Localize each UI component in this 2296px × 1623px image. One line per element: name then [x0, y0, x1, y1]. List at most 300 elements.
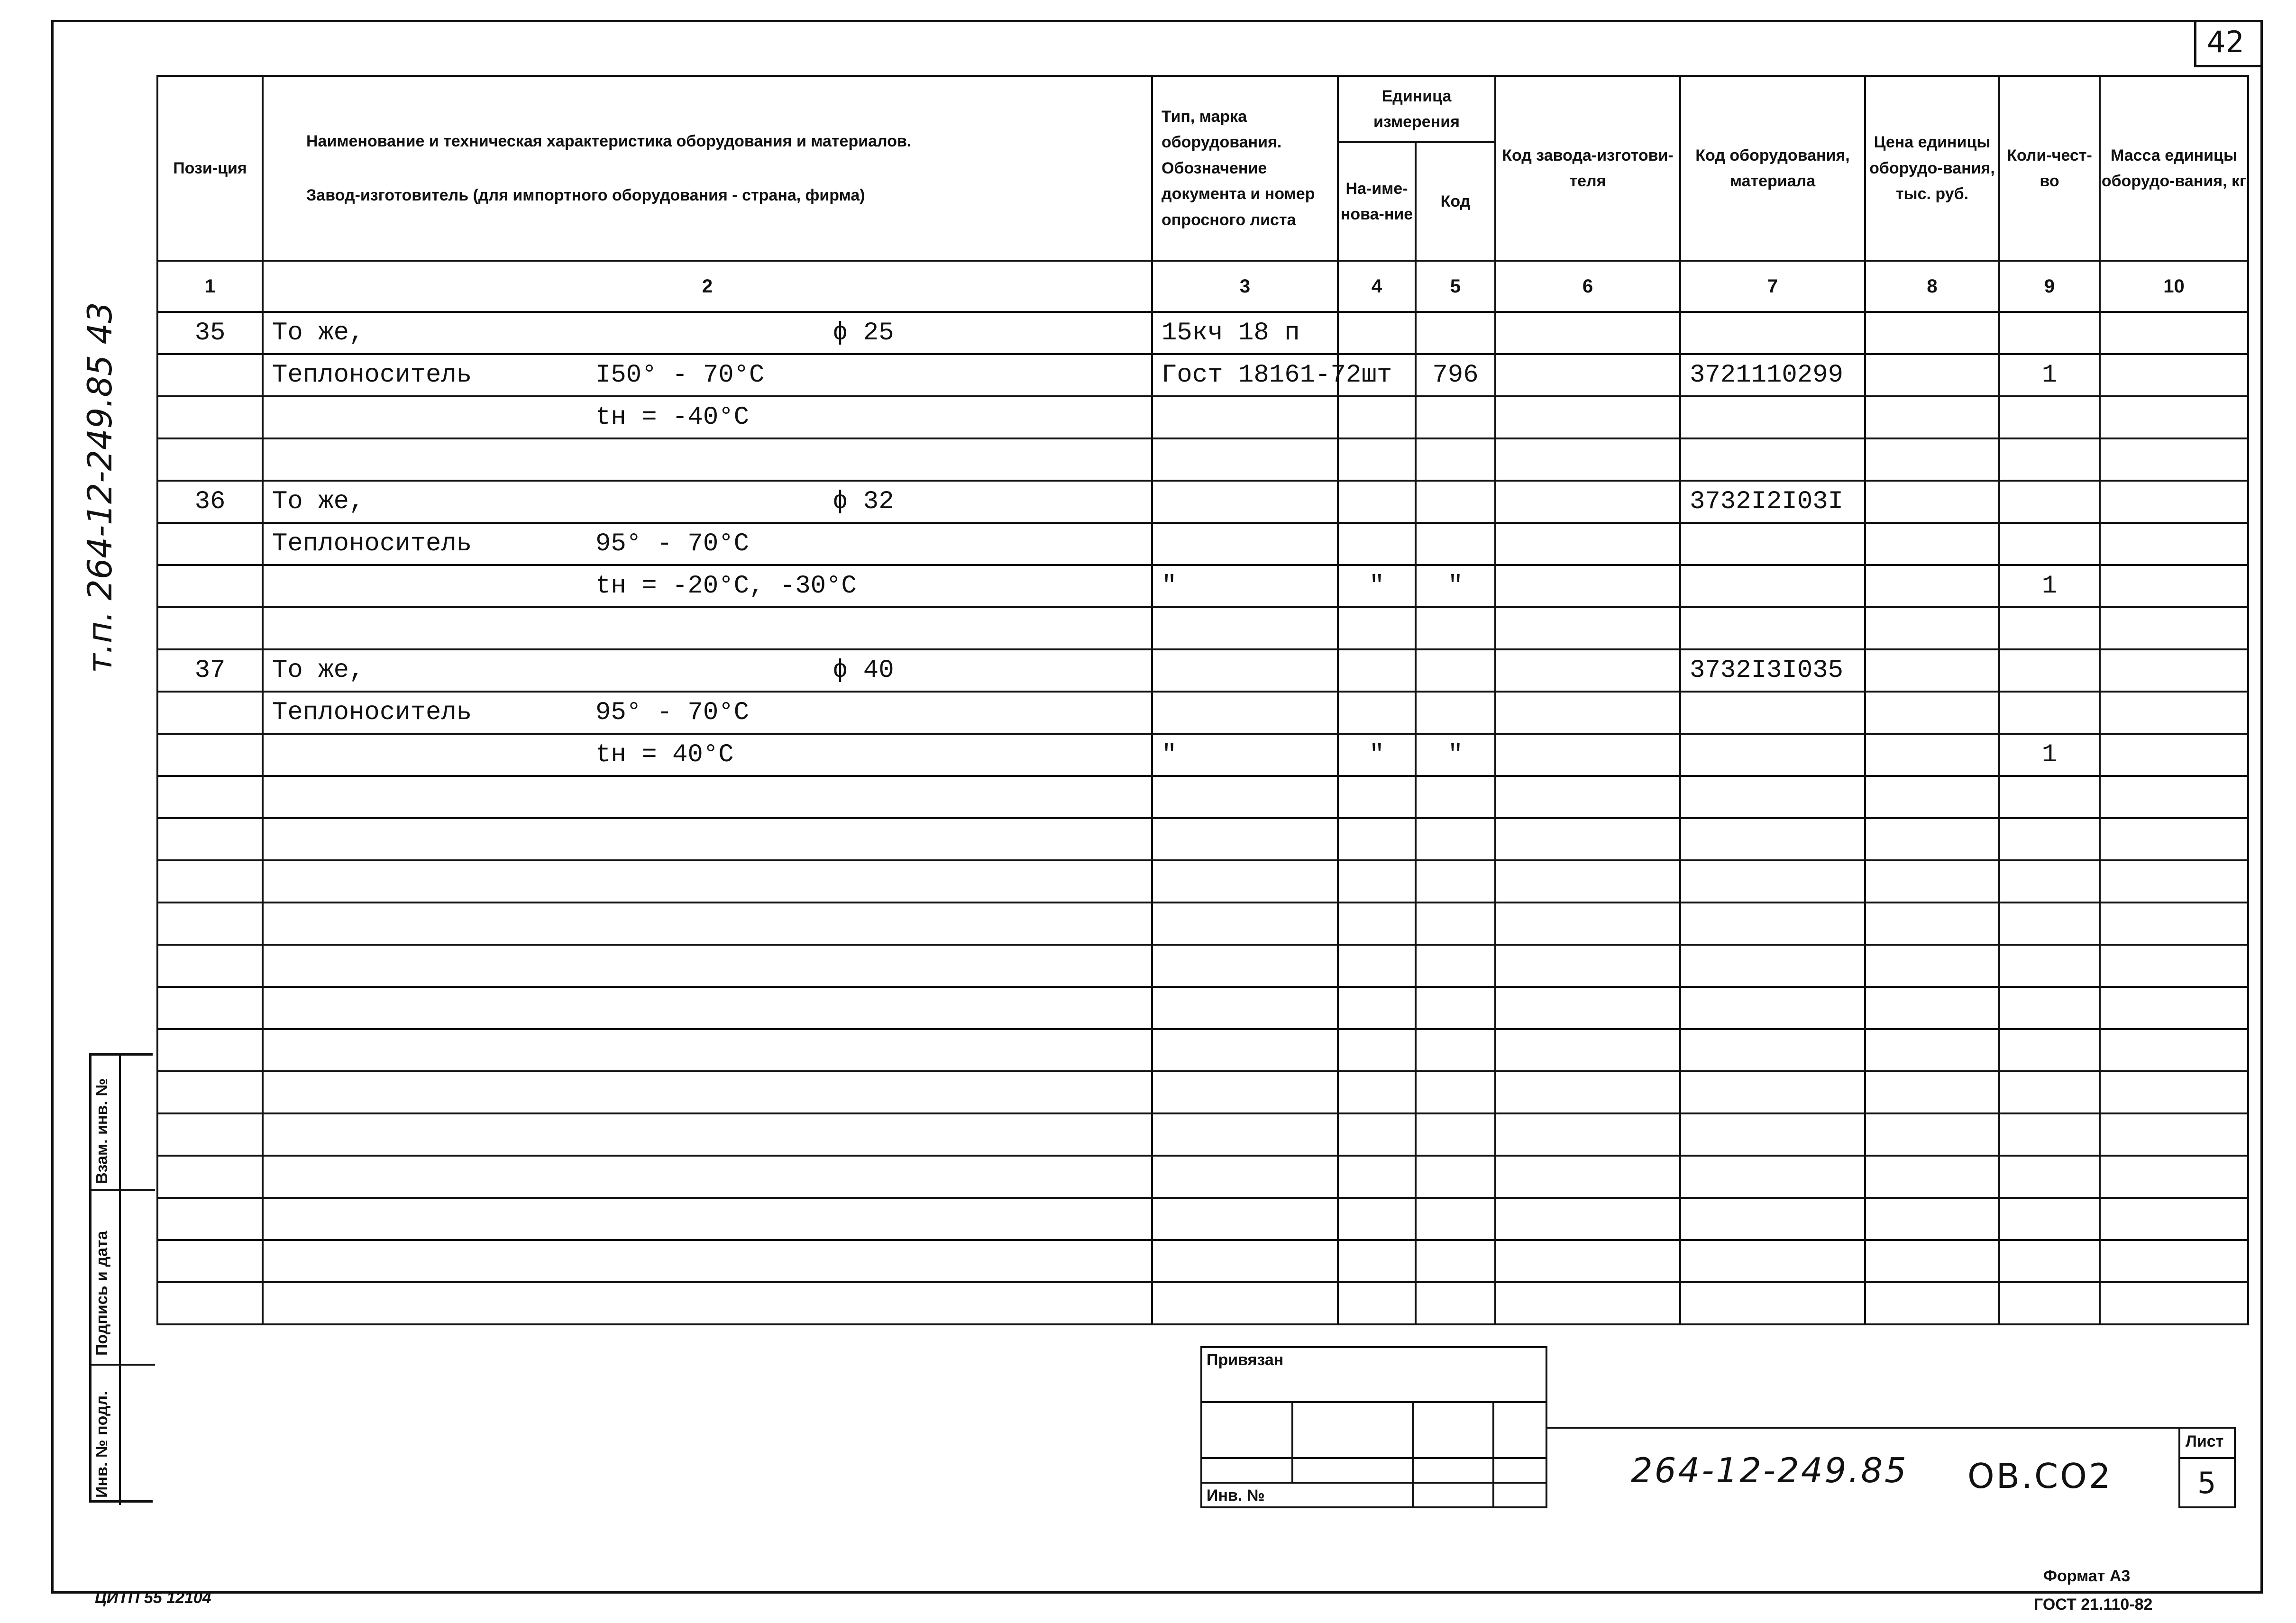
cell-type: " [1152, 565, 1338, 607]
cell-factory-code [1495, 607, 1680, 649]
cell-material-code [1680, 945, 1865, 987]
cell-position [157, 734, 263, 776]
cell-position [157, 1198, 263, 1240]
cell-type [1152, 692, 1338, 734]
table-row [157, 481, 2248, 523]
cell-price [1865, 481, 1999, 523]
table-row [157, 818, 2248, 860]
stamp-privyazan-label: Привязан [1207, 1351, 1284, 1369]
cell-quantity [1999, 396, 2100, 438]
col-number: 4 [1338, 261, 1416, 312]
side-stamp: т.п. 264-12-249.85 43 [81, 302, 119, 673]
cell-unit-name [1338, 776, 1416, 818]
cell-mass [2100, 1071, 2248, 1113]
cell-name [263, 523, 1152, 565]
cell-unit-name [1338, 987, 1416, 1029]
cell-mass [2100, 481, 2248, 523]
cell-name [263, 1240, 1152, 1282]
cell-position [157, 354, 263, 396]
cell-position: 37 [157, 649, 263, 692]
table-row [157, 776, 2248, 818]
cell-unit-code [1416, 1240, 1495, 1282]
table-row [157, 987, 2248, 1029]
cell-factory-code [1495, 649, 1680, 692]
cell-factory-code [1495, 481, 1680, 523]
cell-quantity: 1 [1999, 734, 2100, 776]
table-row [157, 1071, 2248, 1113]
name-dia: ϕ 32 [832, 487, 894, 516]
list-number: 5 [2197, 1466, 2216, 1500]
cell-unit-code: 796 [1416, 354, 1495, 396]
table-row [157, 438, 2248, 481]
cell-name [263, 903, 1152, 945]
cell-unit-name [1338, 438, 1416, 481]
cell-name [263, 1113, 1152, 1156]
name-tn: tн = -40°С [595, 403, 750, 432]
cell-type [1152, 945, 1338, 987]
cell-factory-code [1495, 565, 1680, 607]
cell-unit-name [1338, 1113, 1416, 1156]
cell-mass [2100, 1198, 2248, 1240]
cell-material-code [1680, 523, 1865, 565]
inv-podl-label: Инв. № подл. [93, 1391, 111, 1498]
footer-gost: ГОСТ 21.110-82 [2034, 1596, 2153, 1614]
cell-factory-code [1495, 1198, 1680, 1240]
cell-unit-code [1416, 1029, 1495, 1071]
cell-unit-name [1338, 1071, 1416, 1113]
cell-material-code [1680, 1282, 1865, 1324]
cell-factory-code [1495, 945, 1680, 987]
cell-position [157, 607, 263, 649]
header-mass: Масса единицы оборудо-вания, кг [2100, 76, 2248, 261]
cell-unit-name [1338, 818, 1416, 860]
cell-name [263, 818, 1152, 860]
cell-position [157, 692, 263, 734]
vzam-inv-label: Взам. инв. № [93, 1078, 111, 1184]
cell-material-code [1680, 1113, 1865, 1156]
cell-quantity: 1 [1999, 354, 2100, 396]
name-dia: ϕ 25 [832, 319, 894, 347]
cell-mass [2100, 692, 2248, 734]
name-tn: tн = -20°С, -30°С [595, 572, 857, 601]
cell-quantity [1999, 1071, 2100, 1113]
cell-name [263, 734, 1152, 776]
header-row-1 [157, 76, 2248, 142]
cell-type [1152, 1240, 1338, 1282]
table-row [157, 945, 2248, 987]
cell-position [157, 1113, 263, 1156]
specification-table [156, 75, 2249, 1325]
cell-material-code: 3732I2I03I [1680, 481, 1865, 523]
cell-factory-code [1495, 523, 1680, 565]
cell-position [157, 1240, 263, 1282]
cell-unit-code [1416, 903, 1495, 945]
cell-position [157, 903, 263, 945]
table-row [157, 1113, 2248, 1156]
cell-mass [2100, 523, 2248, 565]
cell-position [157, 1282, 263, 1324]
cell-type [1152, 987, 1338, 1029]
cell-position [157, 818, 263, 860]
cell-material-code [1680, 734, 1865, 776]
cell-type [1152, 1198, 1338, 1240]
cell-mass [2100, 1282, 2248, 1324]
cell-price [1865, 649, 1999, 692]
cell-price [1865, 692, 1999, 734]
cell-price [1865, 1156, 1999, 1198]
cell-name [263, 987, 1152, 1029]
cell-unit-code [1416, 312, 1495, 354]
cell-mass [2100, 438, 2248, 481]
cell-material-code [1680, 1029, 1865, 1071]
cell-name [263, 312, 1152, 354]
cell-mass [2100, 734, 2248, 776]
table-row [157, 1029, 2248, 1071]
cell-factory-code [1495, 987, 1680, 1029]
cell-price [1865, 987, 1999, 1029]
cell-type [1152, 818, 1338, 860]
table-row [157, 1240, 2248, 1282]
table-row [157, 523, 2248, 565]
cell-unit-name [1338, 692, 1416, 734]
cell-factory-code [1495, 1240, 1680, 1282]
cell-position [157, 776, 263, 818]
cell-mass [2100, 1240, 2248, 1282]
cell-type [1152, 607, 1338, 649]
cell-material-code [1680, 1240, 1865, 1282]
cell-price [1865, 607, 1999, 649]
cell-name [263, 481, 1152, 523]
col-number: 10 [2100, 261, 2248, 312]
cell-mass [2100, 312, 2248, 354]
table-row [157, 565, 2248, 607]
cell-factory-code [1495, 312, 1680, 354]
table-row [157, 607, 2248, 649]
cell-quantity [1999, 1240, 2100, 1282]
cell-type [1152, 1071, 1338, 1113]
cell-price [1865, 776, 1999, 818]
cell-price [1865, 1071, 1999, 1113]
cell-factory-code [1495, 1113, 1680, 1156]
name-tn: tн = 40°С [595, 740, 734, 769]
cell-price [1865, 734, 1999, 776]
cell-unit-name [1338, 903, 1416, 945]
cell-name [263, 1156, 1152, 1198]
table-row [157, 1198, 2248, 1240]
cell-price [1865, 1198, 1999, 1240]
list-label: Лист [2186, 1432, 2224, 1450]
cell-name [263, 945, 1152, 987]
cell-unit-code [1416, 818, 1495, 860]
cell-type [1152, 1156, 1338, 1198]
stamp-inv-label: Инв. № [1207, 1486, 1265, 1504]
cell-factory-code [1495, 438, 1680, 481]
cell-position [157, 860, 263, 903]
cell-quantity [1999, 903, 2100, 945]
name-name: То же, [272, 319, 365, 347]
cell-mass [2100, 903, 2248, 945]
header-factory-code: Код завода-изготови-теля [1495, 76, 1680, 261]
cell-price [1865, 1029, 1999, 1071]
cell-price [1865, 438, 1999, 481]
cell-unit-code [1416, 1156, 1495, 1198]
cell-factory-code [1495, 692, 1680, 734]
cell-unit-code [1416, 438, 1495, 481]
name-dia: ϕ 40 [832, 656, 894, 685]
cell-factory-code [1495, 1071, 1680, 1113]
cell-unit-code [1416, 481, 1495, 523]
column-number-row [157, 261, 2248, 312]
cell-quantity [1999, 1198, 2100, 1240]
cell-material-code [1680, 1071, 1865, 1113]
name-name: Теплоноситель [272, 361, 472, 390]
cell-factory-code [1495, 860, 1680, 903]
col-number: 3 [1152, 261, 1338, 312]
cell-position: 36 [157, 481, 263, 523]
cell-mass [2100, 1029, 2248, 1071]
cell-material-code: 3732I3I035 [1680, 649, 1865, 692]
table-row [157, 649, 2248, 692]
cell-factory-code [1495, 734, 1680, 776]
cell-unit-code [1416, 1113, 1495, 1156]
col-number: 6 [1495, 261, 1680, 312]
cell-position [157, 396, 263, 438]
cell-mass [2100, 1156, 2248, 1198]
cell-name [263, 1071, 1152, 1113]
cell-mass [2100, 396, 2248, 438]
cell-material-code [1680, 438, 1865, 481]
col-number: 8 [1865, 261, 1999, 312]
header-name [263, 76, 1152, 261]
table-row [157, 396, 2248, 438]
cell-unit-code [1416, 776, 1495, 818]
cell-position [157, 1071, 263, 1113]
cell-price [1865, 945, 1999, 987]
cell-name [263, 1282, 1152, 1324]
cell-price [1865, 565, 1999, 607]
cell-unit-code [1416, 692, 1495, 734]
cell-quantity [1999, 1156, 2100, 1198]
cell-quantity [1999, 860, 2100, 903]
table-row [157, 734, 2248, 776]
cell-quantity [1999, 481, 2100, 523]
cell-mass [2100, 565, 2248, 607]
cell-quantity [1999, 1029, 2100, 1071]
table-row [157, 1156, 2248, 1198]
cell-position [157, 438, 263, 481]
cell-mass [2100, 649, 2248, 692]
cell-price [1865, 396, 1999, 438]
cell-factory-code [1495, 776, 1680, 818]
cell-name [263, 692, 1152, 734]
cell-unit-code [1416, 945, 1495, 987]
col-number: 1 [157, 261, 263, 312]
cell-name [263, 1198, 1152, 1240]
cell-unit-code [1416, 1198, 1495, 1240]
header-name-line1: Наименование и техническая характеристика оборудования и материалов. [306, 132, 912, 150]
cell-unit-name [1338, 1282, 1416, 1324]
cell-unit-name [1338, 1029, 1416, 1071]
cell-factory-code [1495, 903, 1680, 945]
cell-name [263, 607, 1152, 649]
cell-price [1865, 1113, 1999, 1156]
table-row [157, 1282, 2248, 1324]
cell-factory-code [1495, 1282, 1680, 1324]
header-type: Тип, марка оборудования. Обозначение документа и номер опросного листа [1152, 76, 1338, 261]
header-price: Цена единицы оборудо-вания, тыс. руб. [1865, 76, 1999, 261]
cell-material-code [1680, 607, 1865, 649]
cell-unit-name [1338, 860, 1416, 903]
cell-position [157, 565, 263, 607]
cell-mass [2100, 860, 2248, 903]
cell-quantity [1999, 692, 2100, 734]
cell-unit-name [1338, 945, 1416, 987]
cell-position [157, 523, 263, 565]
cell-unit-code [1416, 1071, 1495, 1113]
cell-factory-code [1495, 1029, 1680, 1071]
name-name: То же, [272, 487, 365, 516]
cell-unit-name [1338, 1198, 1416, 1240]
cell-quantity: 1 [1999, 565, 2100, 607]
cell-name [263, 860, 1152, 903]
cell-unit-code [1416, 523, 1495, 565]
doc-mark: ОВ.СО2 [1967, 1456, 2113, 1496]
cell-type [1152, 523, 1338, 565]
col-number: 7 [1680, 261, 1865, 312]
name-name: То же, [272, 656, 365, 685]
name-name: Теплоноситель [272, 698, 472, 727]
cell-price [1865, 1282, 1999, 1324]
cell-price [1865, 818, 1999, 860]
cell-material-code [1680, 396, 1865, 438]
name-temp: I50° - 70°С [595, 361, 765, 390]
cell-type [1152, 1282, 1338, 1324]
cell-unit-name [1338, 1156, 1416, 1198]
podpis-data-label: Подпись и дата [93, 1231, 111, 1356]
cell-type: " [1152, 734, 1338, 776]
cell-mass [2100, 987, 2248, 1029]
cell-type [1152, 860, 1338, 903]
header-name-line2: Завод-изготовитель (для импортного оборудования - страна, фирма) [306, 186, 865, 204]
cell-name [263, 438, 1152, 481]
cell-quantity [1999, 818, 2100, 860]
cell-price [1865, 1240, 1999, 1282]
name-temp: 95° - 70°С [595, 529, 750, 558]
cell-quantity [1999, 776, 2100, 818]
cell-mass [2100, 607, 2248, 649]
cell-quantity [1999, 523, 2100, 565]
cell-quantity [1999, 1113, 2100, 1156]
col-number: 9 [1999, 261, 2100, 312]
cell-price [1865, 523, 1999, 565]
cell-type [1152, 903, 1338, 945]
cell-quantity [1999, 312, 2100, 354]
cell-price [1865, 860, 1999, 903]
cell-material-code [1680, 692, 1865, 734]
cell-material-code [1680, 1156, 1865, 1198]
table-row [157, 312, 2248, 354]
cell-type: 15кч 18 п [1152, 312, 1338, 354]
table-body [157, 312, 2248, 1324]
cell-name [263, 396, 1152, 438]
cell-unit-name [1338, 523, 1416, 565]
cell-material-code [1680, 818, 1865, 860]
cell-quantity [1999, 945, 2100, 987]
cell-type [1152, 649, 1338, 692]
header-unit-code: Код [1416, 142, 1495, 261]
cell-type [1152, 481, 1338, 523]
cell-material-code [1680, 1198, 1865, 1240]
cell-unit-code [1416, 1282, 1495, 1324]
cell-unit-name [1338, 607, 1416, 649]
cell-name [263, 776, 1152, 818]
cell-type [1152, 1029, 1338, 1071]
cell-unit-code [1416, 649, 1495, 692]
cell-name [263, 1029, 1152, 1071]
table-row [157, 860, 2248, 903]
cell-type [1152, 1113, 1338, 1156]
cell-mass [2100, 818, 2248, 860]
header-material-code: Код оборудования, материала [1680, 76, 1865, 261]
stamp-block [1200, 1346, 1547, 1508]
cell-unit-code [1416, 396, 1495, 438]
cell-quantity [1999, 1282, 2100, 1324]
cell-factory-code [1495, 396, 1680, 438]
name-temp: 95° - 70°С [595, 698, 750, 727]
cell-price [1865, 312, 1999, 354]
footer-format: Формат А3 [2043, 1567, 2131, 1585]
cell-position: 35 [157, 312, 263, 354]
cell-material-code [1680, 903, 1865, 945]
cell-material-code: 3721110299 [1680, 354, 1865, 396]
cell-mass [2100, 354, 2248, 396]
cell-quantity [1999, 987, 2100, 1029]
cell-unit-name [1338, 481, 1416, 523]
table-row [157, 903, 2248, 945]
cell-factory-code [1495, 354, 1680, 396]
header-quantity: Коли-чест-во [1999, 76, 2100, 261]
cell-type [1152, 396, 1338, 438]
header-unit-name: На-име-нова-ние [1338, 142, 1416, 261]
footer-left-code: ЦИТП 55 12104 [95, 1589, 211, 1607]
cell-name [263, 354, 1152, 396]
col-number: 5 [1416, 261, 1495, 312]
cell-unit-code [1416, 987, 1495, 1029]
cell-unit-name: " [1338, 565, 1416, 607]
cell-mass [2100, 945, 2248, 987]
cell-mass [2100, 776, 2248, 818]
cell-name [263, 649, 1152, 692]
cell-material-code [1680, 987, 1865, 1029]
header-pos: Пози-ция [157, 76, 263, 261]
name-name: Теплоноситель [272, 529, 472, 558]
cell-unit-name [1338, 1240, 1416, 1282]
cell-mass [2100, 1113, 2248, 1156]
cell-type: Гост 18161-72 [1152, 354, 1338, 396]
cell-type [1152, 776, 1338, 818]
cell-position [157, 1029, 263, 1071]
cell-material-code [1680, 312, 1865, 354]
cell-quantity [1999, 607, 2100, 649]
cell-position [157, 1156, 263, 1198]
cell-unit-code: " [1416, 734, 1495, 776]
sheet-number-top: 42 [2207, 25, 2244, 59]
cell-unit-name: шт [1338, 354, 1416, 396]
cell-factory-code [1495, 1156, 1680, 1198]
cell-price [1865, 354, 1999, 396]
cell-position [157, 987, 263, 1029]
cell-material-code [1680, 565, 1865, 607]
